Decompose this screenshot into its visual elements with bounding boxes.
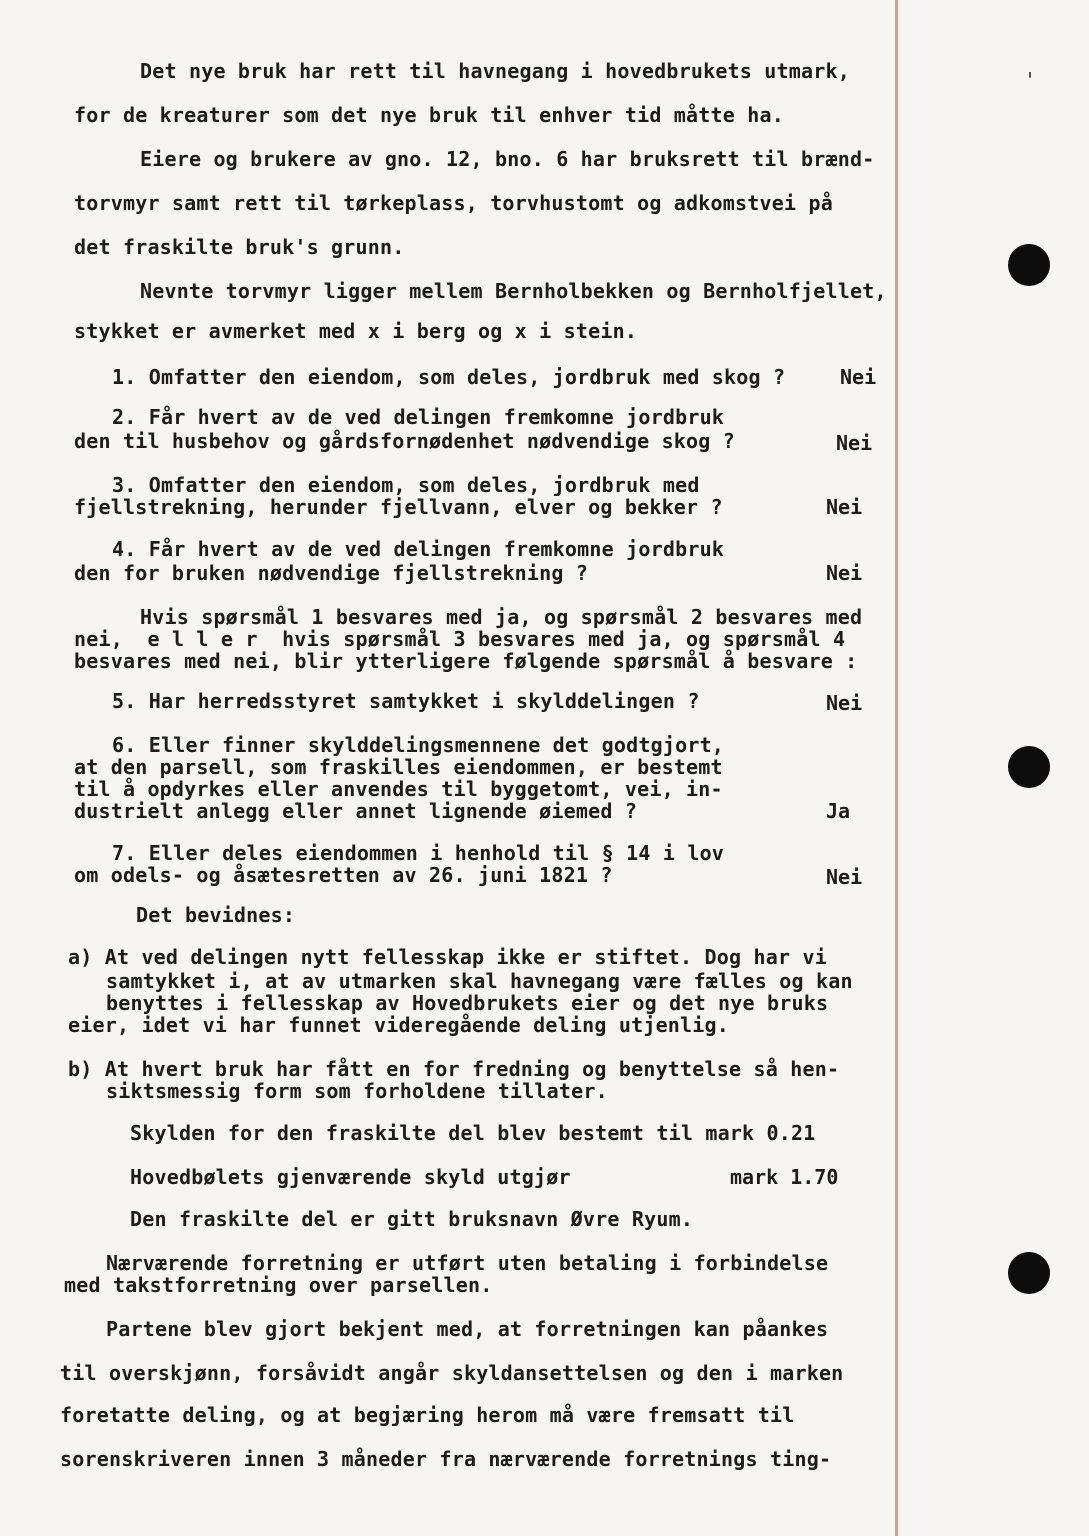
- text-line: det fraskilte bruk's grunn.: [74, 235, 405, 259]
- text-line: besvares med nei, blir ytterligere følgende spørsmål å besvare :: [74, 649, 858, 673]
- text-line: Skylden for den fraskilte del blev bestemt til mark 0.21: [130, 1121, 816, 1145]
- question-6: 6. Eller finner skylddelingsmennene det godtgjort,: [112, 733, 725, 757]
- question-7-cont: om odels- og åsætesretten av 26. juni 1821 ?: [74, 863, 613, 887]
- text-line: for de kreaturer som det nye bruk til enhver tid måtte ha.: [74, 103, 784, 127]
- question-2-cont: den til husbehov og gårdsfornødenhet nødvendige skog ?: [74, 429, 736, 453]
- punch-hole: [1008, 746, 1050, 788]
- item-b-cont: siktsmessig form som forholdene tillater.: [106, 1079, 608, 1103]
- question-7: 7. Eller deles eiendommen i henhold til § 14 i lov: [112, 841, 725, 865]
- question-6-cont: dustrielt anlegg eller annet lignende øiemed ?: [74, 799, 638, 823]
- punch-hole: [1008, 1252, 1050, 1294]
- text-line: Eiere og brukere av gno. 12, bno. 6 har bruksrett til brænd-: [140, 147, 875, 171]
- answer-1: Nei: [840, 365, 877, 389]
- question-1: 1. Omfatter den eiendom, som deles, jordbruk med skog ?: [112, 365, 786, 389]
- text-line: til overskjønn, forsåvidt angår skyldansettelsen og den i marken: [60, 1361, 844, 1385]
- question-4: 4. Får hvert av de ved delingen fremkomne jordbruk: [112, 537, 725, 561]
- question-5: 5. Har herredsstyret samtykket i skylddelingen ?: [112, 689, 700, 713]
- answer-6: Ja: [826, 799, 851, 823]
- item-b: b) At hvert bruk har fått en for fredning og benyttelse så hen-: [68, 1057, 840, 1081]
- question-6-cont: at den parsell, som fraskilles eiendommen, er bestemt: [74, 755, 723, 779]
- answer-7: Nei: [826, 865, 863, 889]
- margin-rule: [895, 0, 898, 1536]
- text-line: Det nye bruk har rett til havnegang i hovedbrukets utmark,: [140, 59, 850, 83]
- question-4-cont: den for bruken nødvendige fjellstrekning ?: [74, 561, 589, 585]
- text-line: stykket er avmerket med x i berg og x i stein.: [74, 319, 638, 343]
- question-3-cont: fjellstrekning, herunder fjellvann, elver og bekker ?: [74, 495, 723, 519]
- answer-4: Nei: [826, 561, 863, 585]
- text-line: Hovedbølets gjenværende skyld utgjør: [130, 1165, 571, 1189]
- answer-2: Nei: [836, 431, 873, 455]
- section-heading: Det bevidnes:: [136, 903, 296, 927]
- question-6-cont: til å opdyrkes eller anvendes til byggetomt, vei, in-: [74, 777, 723, 801]
- text-line: Nærværende forretning er utført uten betaling i forbindelse: [106, 1251, 829, 1275]
- item-a: a) At ved delingen nytt fellesskap ikke er stiftet. Dog har vi: [68, 945, 827, 969]
- text-line: sorenskriveren innen 3 måneder fra nærværende forretnings ting-: [60, 1447, 832, 1471]
- item-a-cont: samtykket i, at av utmarken skal havnegang være fælles og kan: [106, 969, 853, 993]
- margin-tick: ': [1024, 68, 1037, 92]
- punch-hole: [1008, 244, 1050, 286]
- text-line: Nevnte torvmyr ligger mellem Bernholbekken og Bernholfjellet,: [140, 279, 887, 303]
- text-line: Partene blev gjort bekjent med, at forretningen kan påankes: [106, 1317, 829, 1341]
- text-line: med takstforretning over parsellen.: [64, 1273, 493, 1297]
- question-2: 2. Får hvert av de ved delingen fremkomne jordbruk: [112, 405, 725, 429]
- hovedbol-value: mark 1.70: [730, 1165, 839, 1189]
- item-a-cont: benyttes i fellesskap av Hovedbrukets eier og det nye bruks: [106, 991, 829, 1015]
- text-line: foretatte deling, og at begjæring herom må være fremsatt til: [60, 1403, 795, 1427]
- text-line: nei, e l l e r hvis spørsmål 3 besvares med ja, og spørsmål 4: [74, 627, 846, 651]
- item-a-cont: eier, idet vi har funnet videregående deling utjenlig.: [68, 1013, 730, 1037]
- text-line: Hvis spørsmål 1 besvares med ja, og spørsmål 2 besvares med: [140, 605, 863, 629]
- answer-5: Nei: [826, 691, 863, 715]
- text-line: torvmyr samt rett til tørkeplass, torvhustomt og adkomstvei på: [74, 191, 833, 215]
- question-3: 3. Omfatter den eiendom, som deles, jordbruk med: [112, 473, 700, 497]
- text-line: Den fraskilte del er gitt bruksnavn Øvre Ryum.: [130, 1207, 694, 1231]
- answer-3: Nei: [826, 495, 863, 519]
